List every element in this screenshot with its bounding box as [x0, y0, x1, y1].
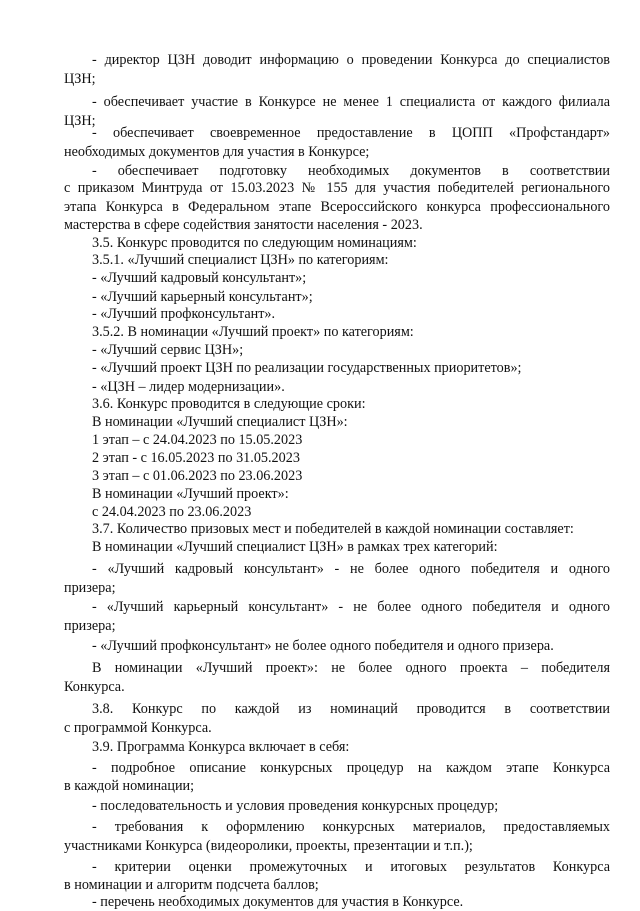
text-line: 3.5. Конкурс проводится по следующим номинациям:	[92, 235, 417, 251]
text-line: - «Лучший карьерный консультант» - не более одного победителя и одного	[92, 599, 610, 615]
text-line: мастерства в сфере содействия занятости населения - 2023.	[64, 217, 423, 233]
text-line: - «Лучший кадровый консультант»;	[92, 270, 307, 286]
text-line: Конкурса.	[64, 679, 125, 695]
text-line: в номинации и алгоритм подсчета баллов;	[64, 877, 319, 893]
text-line: в каждой номинации;	[64, 778, 195, 794]
text-line: - обеспечивает участие в Конкурсе не менее 1 специалиста от каждого филиала	[92, 94, 610, 110]
text-line: ЦЗН;	[64, 113, 96, 129]
text-line: - директор ЦЗН доводит информацию о проведении Конкурса до специалистов	[92, 52, 610, 68]
text-line: - «Лучший кадровый консультант» - не более одного победителя и одного	[92, 561, 610, 577]
text-line: - «Лучший сервис ЦЗН»;	[92, 342, 244, 358]
text-line: - перечень необходимых документов для участия в Конкурсе.	[92, 894, 464, 910]
text-line: с приказом Минтруда от 15.03.2023 № 155 для участия победителей регионального	[64, 180, 610, 196]
text-line: - требования к оформлению конкурсных материалов, предоставляемых	[92, 819, 610, 835]
text-line: 3 этап – с 01.06.2023 по 23.06.2023	[92, 468, 303, 484]
text-line: В номинации «Лучший проект»:	[92, 486, 289, 502]
text-line: - последовательность и условия проведения конкурсных процедур;	[92, 798, 499, 814]
text-line: - «Лучший профконсультант» не более одного победителя и одного призера.	[92, 638, 554, 654]
text-line: - «Лучший карьерный консультант»;	[92, 289, 313, 305]
text-line: В номинации «Лучший специалист ЦЗН» в рамках трех категорий:	[92, 539, 498, 555]
text-line: с 24.04.2023 по 23.06.2023	[92, 504, 252, 520]
text-line: 1 этап – с 24.04.2023 по 15.05.2023	[92, 432, 303, 448]
text-line: В номинации «Лучший проект»: не более одного проекта – победителя	[92, 660, 610, 676]
text-line: призера;	[64, 618, 116, 634]
text-line: - критерии оценки промежуточных и итоговых результатов Конкурса	[92, 859, 610, 875]
text-line: - «Лучший проект ЦЗН по реализации государственных приоритетов»;	[92, 360, 522, 376]
text-line: этапа Конкурса в Федеральном этапе Всероссийского конкурса профессионального	[64, 199, 610, 215]
text-line: - подробное описание конкурсных процедур на каждом этапе Конкурса	[92, 760, 610, 776]
text-line: с программой Конкурса.	[64, 720, 212, 736]
text-line: участниками Конкурса (видеоролики, проекты, презентации и т.п.);	[64, 838, 473, 854]
text-line: ЦЗН;	[64, 71, 96, 87]
text-line: призера;	[64, 580, 116, 596]
text-line: 3.7. Количество призовых мест и победителей в каждой номинации составляет:	[92, 521, 574, 537]
text-line: 3.5.2. В номинации «Лучший проект» по категориям:	[92, 324, 414, 340]
text-line: 3.9. Программа Конкурса включает в себя:	[92, 739, 350, 755]
text-line: - «ЦЗН – лидер модернизации».	[92, 379, 285, 395]
text-line: - обеспечивает подготовку необходимых документов в соответствии	[92, 163, 610, 179]
text-line: - «Лучший профконсультант».	[92, 306, 276, 322]
text-line: В номинации «Лучший специалист ЦЗН»:	[92, 414, 348, 430]
text-line: 3.6. Конкурс проводится в следующие сроки:	[92, 396, 366, 412]
text-line: 2 этап - с 16.05.2023 по 31.05.2023	[92, 450, 300, 466]
text-line: 3.5.1. «Лучший специалист ЦЗН» по категориям:	[92, 252, 389, 268]
text-line: 3.8. Конкурс по каждой из номинаций проводится в соответствии	[92, 701, 610, 717]
text-line: необходимых документов для участия в Конкурсе;	[64, 144, 370, 160]
text-line: - обеспечивает своевременное предоставление в ЦОПП «Профстандарт»	[92, 125, 610, 141]
